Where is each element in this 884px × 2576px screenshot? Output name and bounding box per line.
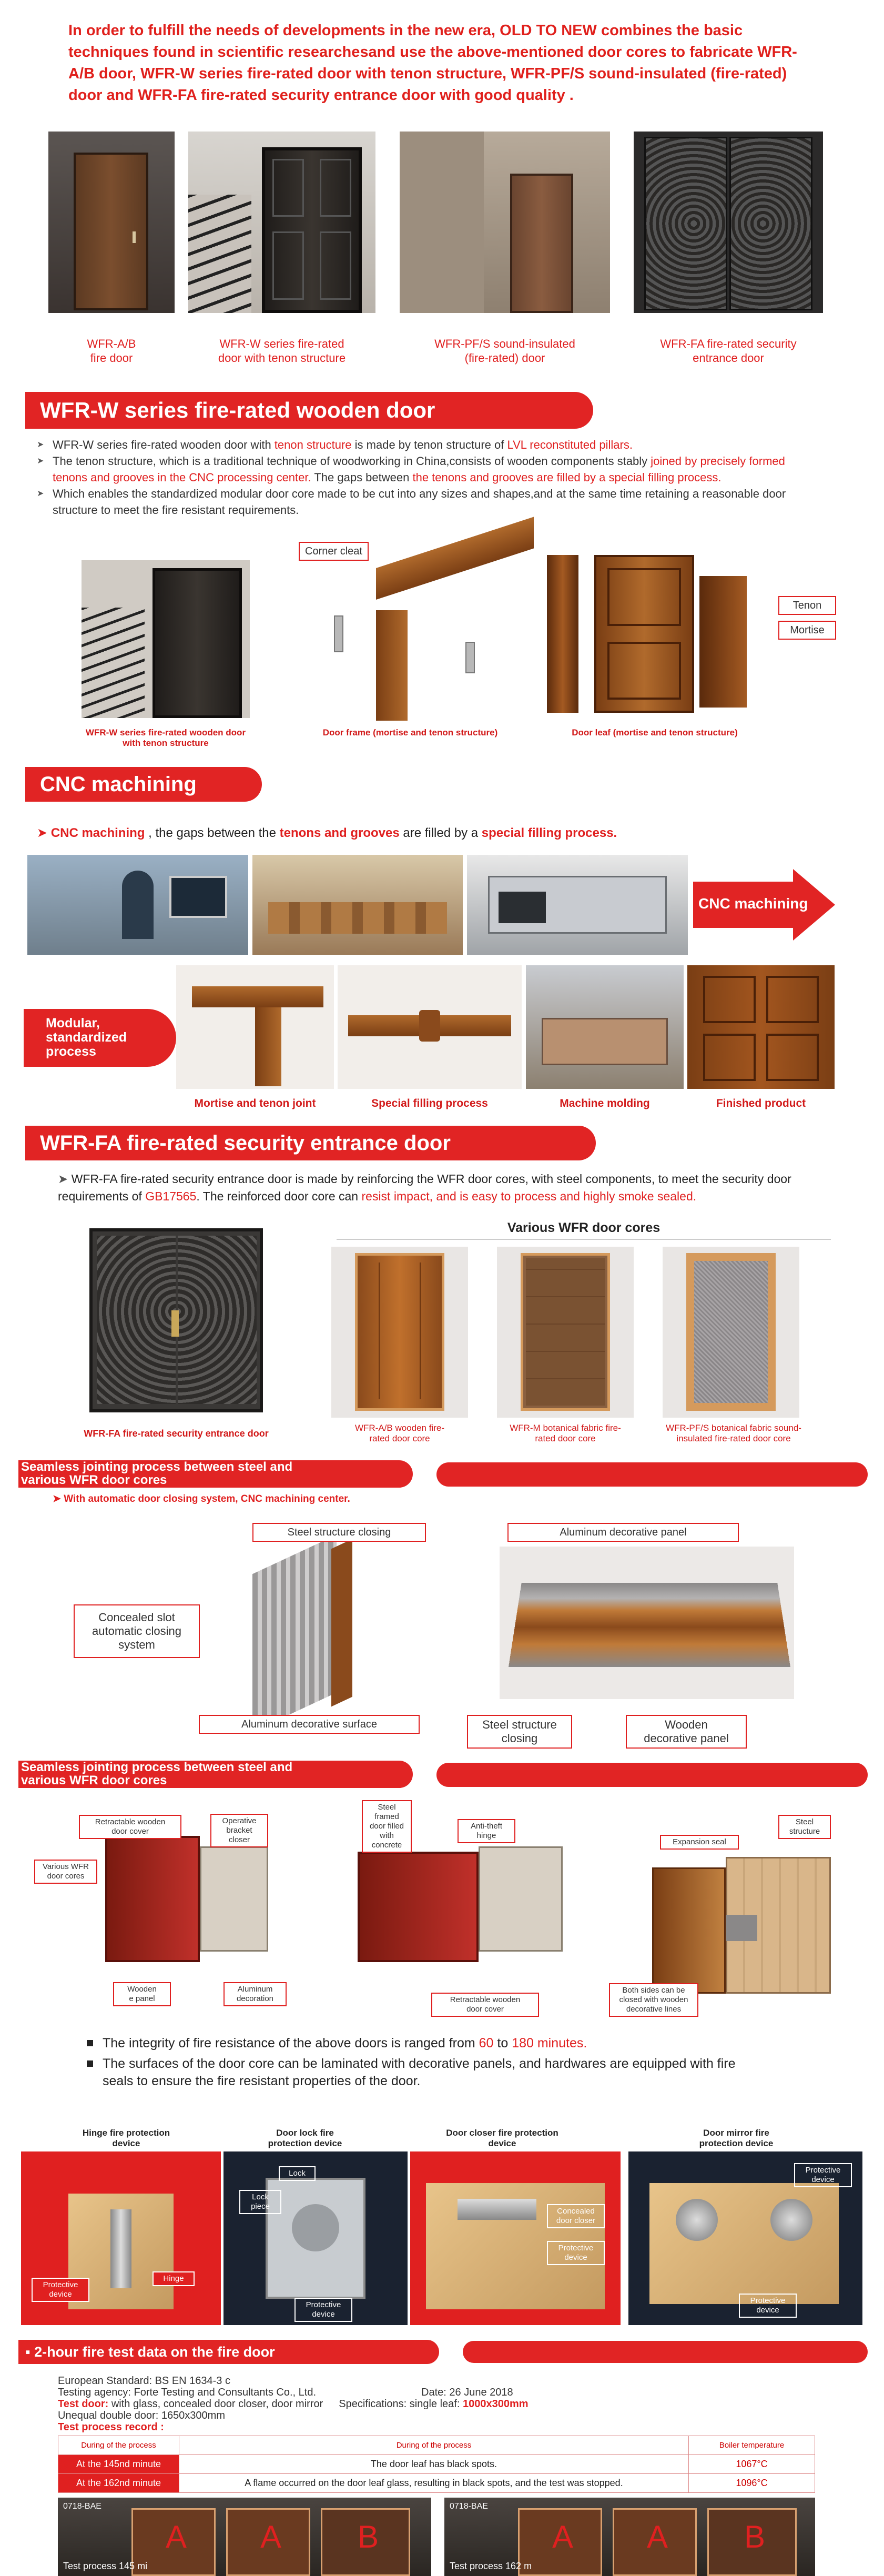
cnc-step-4: Finished product xyxy=(716,1097,806,1109)
core-card-2 xyxy=(497,1247,634,1418)
device-tag-closer-protective: Protective device xyxy=(547,2241,605,2265)
label-wooden-panel-2: Wooden e panel xyxy=(113,1982,171,2006)
cores-title-rule xyxy=(337,1239,831,1240)
label-wooden-panel: Wooden decorative panel xyxy=(626,1715,747,1749)
section-banner-wfr-fa xyxy=(25,1126,596,1160)
modular-tag: Modular, standardized process xyxy=(24,1009,176,1067)
label-various-cores: Various WFR door cores xyxy=(34,1860,97,1884)
cnc-arrow xyxy=(693,869,835,941)
fire-label-2: Test process 162 m xyxy=(450,2561,532,2571)
wfr-w-bullet-3: ➤ Which enables the standardized modular door core made to be cut into any sizes and shapes,and at the same time retaining a reasonable door structure to meet the fire resistant requirements. xyxy=(37,486,815,518)
photo-wfr-fa-security-door xyxy=(89,1228,263,1412)
fire-test-photo-2 xyxy=(444,2498,815,2576)
steel-closing-illustration xyxy=(221,1544,410,1718)
label-alu-decoration: Aluminum decoration xyxy=(223,1982,287,2006)
label-steel-framed: Steel framed door filled with concrete xyxy=(362,1800,412,1853)
photo-finished-product xyxy=(687,965,835,1089)
label-alu-surface: Aluminum decorative surface xyxy=(199,1715,420,1734)
photo-cnc-machine xyxy=(467,855,688,955)
core-card-1 xyxy=(331,1247,468,1418)
product-caption-4: WFR-FA fire-rated security entrance door xyxy=(660,337,797,365)
product-caption-2: WFR-W series fire-rated door with tenon structure xyxy=(218,337,346,365)
device-tag-closer: Concealed door closer xyxy=(547,2204,605,2228)
jointing-illustration-1 xyxy=(84,1825,279,1973)
cnc-step-2: Special filling process xyxy=(371,1097,488,1109)
fire-test-photo-1 xyxy=(58,2498,431,2576)
device-tag-lock: Lock xyxy=(279,2166,316,2181)
core-card-3 xyxy=(663,1247,799,1418)
wfr-w-caption-door: WFR-W series fire-rated wooden door with tenon structure xyxy=(85,728,246,748)
device-title-1: Hinge fire protection device xyxy=(82,2128,170,2148)
photo-machine-molding xyxy=(526,965,684,1089)
device-tag-lock-protective: Protective device xyxy=(294,2298,352,2322)
section-banner-wfr-w xyxy=(25,392,593,429)
photo-mortise-tenon xyxy=(176,965,334,1089)
test-standard: European Standard: BS EN 1634-3 c xyxy=(58,2375,230,2387)
product-caption-1: WFR-A/B fire door xyxy=(87,337,136,365)
device-tag-hinge-protective: Protective device xyxy=(32,2278,89,2302)
label-both-sides: Both sides can be closed with wooden decorative lines xyxy=(609,1983,698,2017)
device-tag-mirror-1: Protective device xyxy=(794,2163,852,2187)
door-frame-illustration xyxy=(287,558,534,721)
wfr-fa-description: ➤ WFR-FA fire-rated security entrance door is made by reinforcing the WFR door cores, with steel components, to meet the security door requirements of GB17565. The reinforced door core can resist impact, and is easy to process and highly smoke sealed. xyxy=(58,1172,791,1203)
photo-wfr-w-door-stairs xyxy=(82,560,250,718)
wfr-fa-door-caption: WFR-FA fire-rated security entrance door xyxy=(84,1428,269,1439)
test-table-header: During of the process During of the process Boiler temperature xyxy=(58,2436,815,2455)
cores-title: Various WFR door cores xyxy=(507,1220,661,1235)
wfr-w-caption-leaf: Door leaf (mortise and tenon structure) xyxy=(572,728,738,738)
photo-cnc-operator xyxy=(27,855,248,955)
label-steel-closing-2: Steel structure closing xyxy=(467,1715,572,1749)
integrity-bullet-1: The integrity of fire resistance of the above doors is ranged from 60 to 180 minutes. xyxy=(87,2035,744,2052)
wfr-w-bullets xyxy=(37,437,815,518)
test-banner-right xyxy=(463,2341,868,2363)
core-caption-1: WFR-A/B wooden fire- rated door core xyxy=(354,1423,445,1443)
section-title-wfr-fa: WFR-FA fire-rated security entrance door xyxy=(40,1131,451,1155)
integrity-bullet-2: The surfaces of the door core can be laminated with decorative panels, and hardwares are equipped with fire seals to ensure the fire resistant properties of the door. xyxy=(87,2055,744,2090)
label-anti-theft-hinge: Anti-theft hinge xyxy=(458,1819,515,1843)
label-tenon: Tenon xyxy=(778,596,836,615)
label-steel-structure: Steel structure xyxy=(778,1815,831,1839)
test-door-row: Test door: with glass, concealed door closer, door mirror Specifications: single leaf: 1000x300mm xyxy=(58,2398,529,2410)
device-title-4: Door mirror fire protection device xyxy=(699,2128,774,2148)
device-tag-hinge: Hinge xyxy=(153,2271,195,2286)
device-title-3: Door closer fire protection device xyxy=(446,2128,558,2148)
wfr-w-bullet-2: ➤ The tenon structure, which is a traditional technique of woodworking in China,consists of wooden components stably joined by precisely formed tenons and grooves in the CNC processing center. The gaps between the tenons and grooves are filled by a special filling process. xyxy=(37,453,815,486)
table-row: At the 145nd minute The door leaf has black spots. 1067°C xyxy=(58,2455,815,2474)
photo-special-filling xyxy=(338,965,522,1089)
table-row: At the 162nd minute A flame occurred on the door leaf glass, resulting in black spots, and the test was stopped. 1096°C xyxy=(58,2474,815,2493)
photo-wfr-fa-door xyxy=(634,132,823,313)
photo-wfr-ab-door xyxy=(48,132,175,313)
fire-label-1: Test process 145 mi xyxy=(63,2561,148,2571)
fire-letter-1: A xyxy=(166,2519,187,2554)
test-table xyxy=(58,2436,815,2493)
wfr-w-caption-frame: Door frame (mortise and tenon structure) xyxy=(322,728,498,738)
section-title-wfr-w: WFR-W series fire-rated wooden door xyxy=(40,398,435,422)
seamless-title-2: Seamless jointing process between steel and various WFR door cores xyxy=(21,1760,293,1787)
seamless-title-1: Seamless jointing process between steel and various WFR door cores xyxy=(21,1460,293,1487)
fire-letter-3: B xyxy=(358,2519,379,2554)
cnc-step-1: Mortise and tenon joint xyxy=(194,1097,316,1109)
integrity-bullets xyxy=(87,2035,744,2090)
section-title-cnc: CNC machining xyxy=(40,772,197,796)
label-retractable-2: Retractable wooden door cover xyxy=(431,1993,539,2017)
product-caption-3: WFR-PF/S sound-insulated (fire-rated) door xyxy=(434,337,575,365)
test-unequal: Unequal double door: 1650x300mm xyxy=(58,2410,225,2421)
fire-letter-5: A xyxy=(647,2519,668,2554)
seamless-banner-2-right xyxy=(436,1763,868,1787)
jointing-illustration-3 xyxy=(652,1852,836,1999)
wfr-w-bullet-1: ➤ WFR-W series fire-rated wooden door with tenon structure is made by tenon structure of LVL reconstituted pillars. xyxy=(37,437,815,453)
test-title: ▪ 2-hour fire test data on the fire door xyxy=(25,2344,275,2360)
device-photo-closer xyxy=(410,2151,621,2325)
photo-wfr-w-door xyxy=(188,132,375,313)
fire-stamp-1: 0718-BAE xyxy=(63,2502,101,2511)
device-tag-lock-piece: Lock piece xyxy=(239,2190,281,2214)
cnc-step-3: Machine molding xyxy=(560,1097,650,1109)
photo-cnc-workshop xyxy=(252,855,463,955)
label-retractable-1: Retractable wooden door cover xyxy=(79,1815,181,1839)
fire-letter-4: A xyxy=(552,2519,574,2554)
seamless-note: ➤ With automatic door closing system, CNC machining center. xyxy=(53,1493,350,1504)
intro-text: In order to fulfill the needs of developments in the new era, OLD TO NEW combines the basic techniques found in scientific researchesand use the above-mentioned door cores to fabricate WFR-A/B door, WFR-W series fire-rated door with tenon structure, WFR-PF/S sound-insulated (fire-rated) door and WFR-FA fire-rated security entrance door with good quality . xyxy=(68,22,797,104)
label-concealed-slot: Concealed slot automatic closing system xyxy=(74,1604,200,1658)
label-corner-cleat: Corner cleat xyxy=(299,542,369,561)
label-alu-panel: Aluminum decorative panel xyxy=(507,1523,739,1542)
core-caption-2: WFR-M botanical fabric fire- rated door core xyxy=(510,1423,621,1443)
test-info xyxy=(58,2375,794,2433)
label-steel-closing: Steel structure closing xyxy=(252,1523,426,1542)
test-agency-row: Testing agency: Forte Testing and Consultants Co., Ltd. Date: 26 June 2018 xyxy=(58,2387,513,2398)
alu-panel-illustration xyxy=(500,1547,794,1699)
device-tag-mirror-2: Protective device xyxy=(739,2294,797,2318)
label-operative-bracket: Operative bracket closer xyxy=(210,1814,268,1847)
label-mortise: Mortise xyxy=(778,621,836,640)
section-banner-cnc xyxy=(25,767,262,802)
seamless-banner-1-right xyxy=(436,1462,868,1487)
door-leaf-illustration xyxy=(542,555,763,718)
device-title-2: Door lock fire protection device xyxy=(268,2128,342,2148)
test-record: Test process record : xyxy=(58,2421,164,2433)
fire-letter-6: B xyxy=(744,2519,766,2554)
label-expansion-seal: Expansion seal xyxy=(660,1835,739,1850)
photo-wfr-pfs-door xyxy=(400,132,610,313)
core-caption-3: WFR-PF/S botanical fabric sound- insulated fire-rated door core xyxy=(666,1423,801,1443)
cnc-arrow-label: CNC machining xyxy=(698,895,808,912)
cnc-description: ➤ CNC machining , the gaps between the tenons and grooves are filled by a special filling process. xyxy=(37,826,617,840)
fire-stamp-2: 0718-BAE xyxy=(450,2502,488,2511)
fire-letter-2: A xyxy=(260,2519,282,2554)
